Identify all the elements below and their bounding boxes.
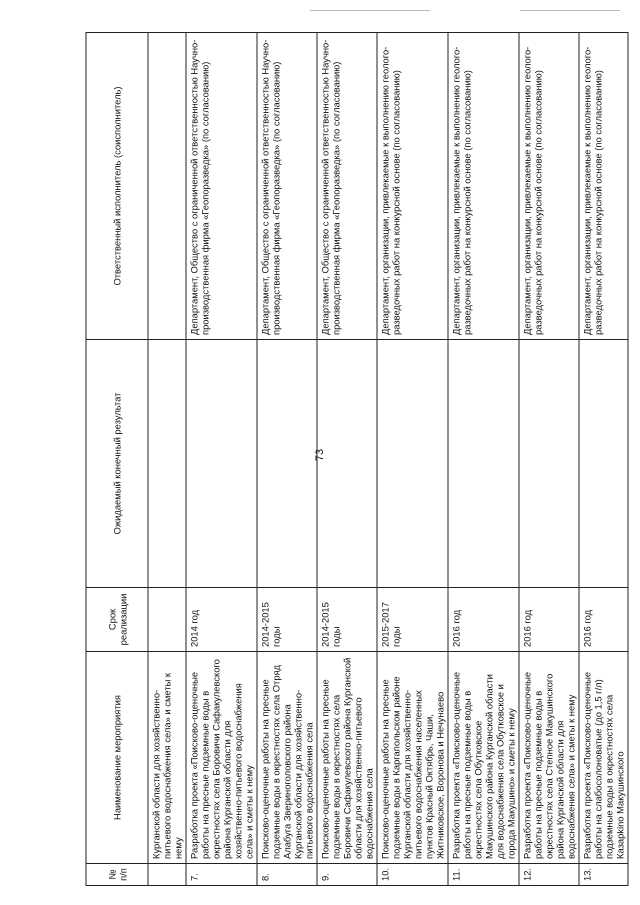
cell-term [148,588,186,652]
cell-num [148,864,186,886]
table-row [186,33,257,886]
cell-term: 2016 год [579,588,628,652]
cell-num: 13. [579,864,628,886]
cell-name: Разработка проекта «Поисково-оценочные работы на слабосолоноватые (до 1,5 г/л) подземные воды в окрестностях села Казарkino Макушинского [579,652,628,864]
cell-term: 2016 год [519,588,579,652]
header-name: Наименование мероприятия [86,652,148,864]
cell-result [579,340,628,588]
rotated-table-container [106,32,626,886]
cell-term: 2014 год [186,588,257,652]
cell-executor [148,33,186,340]
header-executor: Ответственный исполнитель (соисполнитель) [86,33,148,340]
header-result: Ожидаемый конечный результат [86,340,148,588]
cell-result [448,340,519,588]
header-term: Срок реализации [86,588,148,652]
table-row [317,33,377,886]
cell-result [317,340,377,588]
cell-term: 2016 год [448,588,519,652]
table-row-continuation [148,33,186,886]
cell-num: 9. [317,864,377,886]
measures-table [86,32,629,886]
cell-result [257,340,317,588]
cell-executor: Департамент, Общество с ограниченной ответственностью Научно-производственная фирма «Геопоразведка» (по согласованию) [317,33,377,340]
cell-term: 2015-2017 годы [377,588,448,652]
cell-executor: Департамент, Общество с ограниченной ответственностью Научно-производственная фирма «Геопоразведка» (по согласованию) [257,33,317,340]
table-row [377,33,448,886]
cell-result [519,340,579,588]
cell-num: 7. [186,864,257,886]
table-row [257,33,317,886]
cell-name: Поисково-оценочные работы на пресные подземные воды в окрестностях села Отряд Алабуга Звериноголовского района Курганской области для хозяйственно-питьевого водоснабжения села [257,652,317,864]
cell-num: 10. [377,864,448,886]
cell-name: Разработка проекта «Поисково-оценочные работы на пресные подземные воды в окрестностях села Обутковское Макушинского района Курганской области для водоснабжения села Обутковское и города Макушино» и сметы к нему [448,652,519,864]
cell-result [148,340,186,588]
table-row [448,33,519,886]
cell-result [186,340,257,588]
cell-result [377,340,448,588]
scan-artifact-line [310,10,430,11]
table-row [519,33,579,886]
cell-name: Поисково-оценочные работы на пресные подземные воды в окрестностях села Боровичи Сафакулевского района Курганской области для хозяйственно-питьевого водоснабжения села [317,652,377,864]
cell-name: Поисково-оценочные работы на пресные подземные воды в Каргапольском районе Курганской области для хозяйственно-питьевого водоснабжения населенных пунктов Красный Октябрь, Чаши, Житниковское, Воронова и Нечунаево [377,652,448,864]
page-number: 73 [314,448,326,462]
cell-num: 11. [448,864,519,886]
cell-term: 2014-2015 годы [257,588,317,652]
table-header-row [86,33,148,886]
cell-executor: Департамент, Общество с ограниченной ответственностью Научно-производственная фирма «Геопоразведка» (по согласованию) [186,33,257,340]
cell-num: 12. [519,864,579,886]
cell-executor: Департамент, организации, привлекаемые к выполнению геолого-разведочных работ на конкурсной основе (по согласованию) [519,33,579,340]
cell-name: Разработка проекта «Поисково-оценочные работы на пресные подземные воды в окрестностях села Степное Макушинского района Курганской области для водоснабжения села» и сметы к нему [519,652,579,864]
cell-term: 2014-2015 годы [317,588,377,652]
cell-num: 8. [257,864,317,886]
cell-name: Курганской области для хозяйственно-питьевого водоснабжения села» и сметы к нему [148,652,186,864]
cell-name: Разработка проекта «Поисково-оценочные работы на пресные подземные воды в окрестностях села Боровичи Сафакулевского района Курганской области для хозяйственно-питьевого водоснабжения села» и сметы к нему [186,652,257,864]
cell-executor: Департамент, организации, привлекаемые к выполнению геолого-разведочных работ на конкурсной основе (по согласованию) [579,33,628,340]
header-num: № п/п [86,864,148,886]
cell-executor: Департамент, организации, привлекаемые к выполнению геолого-разведочных работ на конкурсной основе (по согласованию) [448,33,519,340]
cell-executor: Департамент, организации, привлекаемые к выполнению геолого-разведочных работ на конкурсной основе (по согласованию) [377,33,448,340]
scan-artifact-line [520,10,620,11]
table-row [579,33,628,886]
